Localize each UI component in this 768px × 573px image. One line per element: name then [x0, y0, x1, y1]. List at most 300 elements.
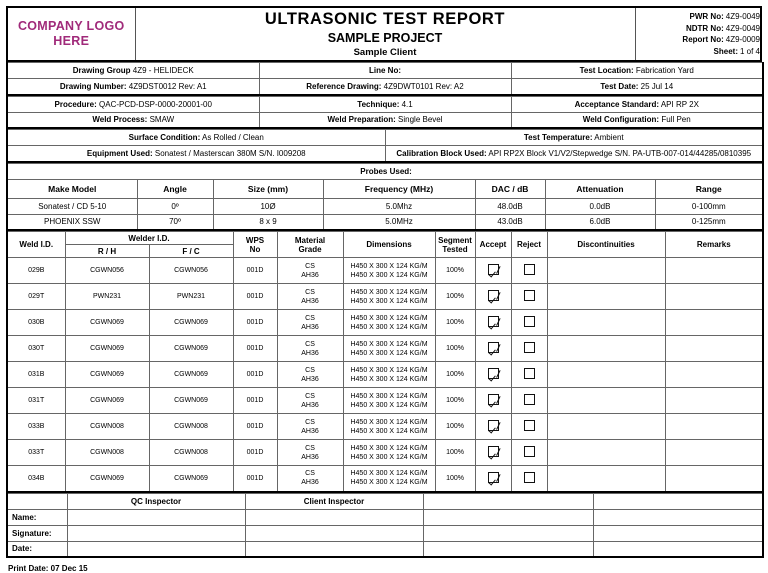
surface-condition-label: Surface Condition:	[128, 133, 201, 142]
welder-rh-cell: CGWN008	[65, 440, 149, 466]
material-grade-line1: CS	[305, 470, 315, 478]
remarks-cell	[665, 388, 763, 414]
probe-col-make-model: Make Model	[7, 179, 137, 198]
date-col4-field[interactable]	[593, 541, 763, 557]
dimensions-line2: H450 X 300 X 124 KG/M	[350, 297, 428, 305]
dimensions-cell	[343, 414, 435, 440]
material-grade-cell	[277, 414, 343, 440]
material-grade-cell	[277, 258, 343, 284]
reject-cell	[511, 440, 547, 466]
test-location-cell	[511, 63, 763, 79]
reject-checkbox[interactable]	[524, 342, 535, 353]
weld-id-cell: 034B	[7, 466, 65, 492]
material-grade-line1: CS	[305, 366, 315, 374]
dimensions-cell	[343, 388, 435, 414]
material-grade-line1: CS	[305, 418, 315, 426]
info-row-1	[7, 63, 763, 79]
discontinuities-cell	[547, 310, 665, 336]
dimensions-line2: H450 X 300 X 124 KG/M	[350, 323, 428, 331]
probe-dac: 43.0dB	[475, 214, 545, 230]
discontinuities-cell	[547, 336, 665, 362]
col-welder-fc: F / C	[149, 245, 233, 258]
probe-frequency: 5.0MHz	[323, 214, 475, 230]
segment-tested-cell: 100%	[435, 336, 475, 362]
col-material-grade	[277, 232, 343, 258]
drawing-group-cell	[7, 63, 259, 79]
weld-id-cell: 029T	[7, 284, 65, 310]
probes-header-row	[7, 179, 763, 198]
col-segment-tested	[435, 232, 475, 258]
dimensions-line2: H450 X 300 X 124 KG/M	[350, 453, 428, 461]
material-grade-line1: CS	[305, 444, 315, 452]
wps-no-cell: 001D	[233, 466, 277, 492]
reference-drawing-cell	[259, 79, 511, 95]
welder-rh-cell: CGWN069	[65, 362, 149, 388]
reject-checkbox[interactable]	[524, 290, 535, 301]
weld-id-cell: 031B	[7, 362, 65, 388]
dimensions-line1: H450 X 300 X 124 KG/M	[350, 366, 428, 374]
weld-id-cell: 030T	[7, 336, 65, 362]
job-info-section	[6, 62, 764, 96]
drawing-number-label: Drawing Number:	[59, 81, 127, 91]
info-row-4	[7, 112, 763, 128]
signature-col4-field[interactable]	[593, 525, 763, 541]
drawing-number-cell	[7, 79, 259, 95]
dimensions-cell	[343, 466, 435, 492]
welder-fc-cell: CGWN069	[149, 310, 233, 336]
segment-tested-cell: 100%	[435, 310, 475, 336]
dimensions-line2: H450 X 300 X 124 KG/M	[350, 401, 428, 409]
material-grade-cell	[277, 362, 343, 388]
dimensions-cell	[343, 362, 435, 388]
pwr-no-value: 4Z9-0049	[725, 12, 760, 21]
discontinuities-cell	[547, 414, 665, 440]
welder-fc-cell: CGWN069	[149, 336, 233, 362]
reject-cell	[511, 466, 547, 492]
weld-configuration-value: Full Pen	[661, 115, 691, 125]
reference-drawing-label: Reference Drawing:	[306, 81, 382, 91]
report-reference-numbers	[635, 7, 761, 61]
signoff-section	[6, 493, 764, 559]
segment-tested-cell: 100%	[435, 388, 475, 414]
name-label: Name:	[7, 509, 67, 525]
remarks-cell	[665, 440, 763, 466]
welder-fc-cell: PWN231	[149, 284, 233, 310]
info-row-3	[7, 96, 763, 112]
logo-line-2: HERE	[53, 34, 90, 48]
signoff-name-row	[7, 509, 763, 525]
table-row	[7, 466, 763, 492]
accept-checkbox[interactable]	[488, 446, 499, 457]
accept-checkbox[interactable]	[488, 394, 499, 405]
weld-process-value: SMAW	[149, 115, 175, 125]
weld-results-table	[6, 231, 764, 493]
project-name: SAMPLE PROJECT	[327, 31, 443, 45]
test-date-label: Test Date:	[600, 81, 639, 91]
material-grade-line2: AH36	[301, 453, 319, 461]
remarks-cell	[665, 310, 763, 336]
dimensions-line1: H450 X 300 X 124 KG/M	[350, 262, 428, 270]
material-grade-cell	[277, 388, 343, 414]
welder-rh-cell: CGWN069	[65, 466, 149, 492]
date-label: Date:	[7, 541, 67, 557]
accept-checkbox[interactable]	[488, 368, 499, 379]
name-qc-field[interactable]	[67, 509, 245, 525]
reject-checkbox[interactable]	[524, 264, 535, 275]
signature-label: Signature:	[7, 525, 67, 541]
welder-fc-cell: CGWN056	[149, 258, 233, 284]
report-no	[636, 34, 761, 46]
probe-col-size: Size (mm)	[213, 179, 323, 198]
col-discontinuities: Discontinuities	[547, 232, 665, 258]
probe-col-angle: Angle	[137, 179, 213, 198]
reject-checkbox[interactable]	[524, 446, 535, 457]
reject-cell	[511, 310, 547, 336]
remarks-cell	[665, 414, 763, 440]
probe-dac: 48.0dB	[475, 198, 545, 214]
conditions-info-section	[6, 129, 764, 163]
signature-qc-field[interactable]	[67, 525, 245, 541]
accept-checkbox[interactable]	[488, 472, 499, 483]
col-segment-tested-line1: Segment	[438, 235, 472, 245]
drawing-group-label: Drawing Group	[72, 66, 131, 75]
probe-col-dac: DAC / dB	[475, 179, 545, 198]
signoff-col4-header	[593, 493, 763, 509]
acceptance-standard-cell	[511, 96, 763, 112]
wps-no-cell: 001D	[233, 440, 277, 466]
probe-size: 10Ø	[213, 198, 323, 214]
accept-cell	[475, 414, 511, 440]
test-temperature-value: Ambient	[594, 133, 624, 142]
wps-no-cell: 001D	[233, 414, 277, 440]
probe-size: 8 x 9	[213, 214, 323, 230]
table-row	[7, 258, 763, 284]
test-temperature-label: Test Temperature:	[523, 133, 593, 142]
procedure-value: QAC-PCD-DSP-0000-20001-00	[99, 99, 212, 109]
weld-id-cell: 030B	[7, 310, 65, 336]
technique-value: 4.1	[401, 99, 413, 109]
dimensions-line2: H450 X 300 X 124 KG/M	[350, 427, 428, 435]
weld-process-label: Weld Process:	[92, 115, 148, 125]
calibration-block-cell	[385, 146, 763, 162]
test-date-cell	[511, 79, 763, 95]
material-grade-cell	[277, 310, 343, 336]
welder-fc-cell: CGWN069	[149, 466, 233, 492]
signature-client-field[interactable]	[245, 525, 423, 541]
col-material-grade-line2: Grade	[298, 244, 322, 254]
dimensions-line2: H450 X 300 X 124 KG/M	[350, 349, 428, 357]
client-name: Sample Client	[353, 47, 417, 58]
reject-checkbox[interactable]	[524, 420, 535, 431]
remarks-cell	[665, 284, 763, 310]
material-grade-line1: CS	[305, 314, 315, 322]
segment-tested-cell: 100%	[435, 414, 475, 440]
segment-tested-cell: 100%	[435, 466, 475, 492]
probe-range: 0-125mm	[655, 214, 763, 230]
procedure-info-section	[6, 96, 764, 130]
accept-checkbox[interactable]	[488, 342, 499, 353]
equipment-used-label: Equipment Used:	[86, 148, 153, 158]
col-dimensions: Dimensions	[343, 232, 435, 258]
welder-rh-cell: CGWN008	[65, 414, 149, 440]
sheet-label: Sheet:	[713, 46, 738, 56]
signoff-header-row	[7, 493, 763, 509]
report-header	[6, 6, 762, 62]
reject-checkbox[interactable]	[524, 368, 535, 379]
report-no-label: Report No:	[682, 35, 724, 44]
wps-no-cell: 001D	[233, 310, 277, 336]
accept-checkbox[interactable]	[488, 290, 499, 301]
remarks-cell	[665, 466, 763, 492]
col-welder-rh: R / H	[65, 245, 149, 258]
date-col3-field[interactable]	[423, 541, 593, 557]
table-row	[7, 284, 763, 310]
sheet-no	[636, 46, 761, 58]
dimensions-line2: H450 X 300 X 124 KG/M	[350, 479, 428, 487]
calibration-block-value: API RP2X Block V1/V2/Stepwedge S/N. PA-UTB-007-014/44285/0810395	[488, 148, 752, 158]
info-row-6	[7, 146, 763, 162]
welder-rh-cell: CGWN069	[65, 310, 149, 336]
table-row	[7, 336, 763, 362]
reject-cell	[511, 336, 547, 362]
signature-col3-field[interactable]	[423, 525, 593, 541]
accept-cell	[475, 258, 511, 284]
reject-cell	[511, 362, 547, 388]
probe-make-model: Sonatest / CD 5-10	[7, 198, 137, 214]
reject-cell	[511, 284, 547, 310]
line-no-label: Line No:	[369, 66, 401, 75]
discontinuities-cell	[547, 466, 665, 492]
dimensions-cell	[343, 310, 435, 336]
col-reject: Reject	[511, 232, 547, 258]
material-grade-cell	[277, 336, 343, 362]
discontinuities-cell	[547, 440, 665, 466]
accept-cell	[475, 466, 511, 492]
dimensions-line2: H450 X 300 X 124 KG/M	[350, 271, 428, 279]
material-grade-line2: AH36	[301, 479, 319, 487]
equipment-used-cell	[7, 146, 385, 162]
col-wps-no-line2: No	[249, 244, 261, 254]
remarks-cell	[665, 362, 763, 388]
col-welder-id: Welder I.D.	[65, 232, 233, 245]
material-grade-cell	[277, 466, 343, 492]
welder-rh-cell: CGWN069	[65, 336, 149, 362]
logo-line-1: COMPANY LOGO	[17, 19, 125, 33]
welder-fc-cell: CGWN069	[149, 362, 233, 388]
signoff-corner-cell	[7, 493, 67, 509]
segment-tested-cell: 100%	[435, 284, 475, 310]
name-col4-field[interactable]	[593, 509, 763, 525]
welder-fc-cell: CGWN069	[149, 388, 233, 414]
welder-rh-cell: CGWN056	[65, 258, 149, 284]
col-remarks: Remarks	[665, 232, 763, 258]
weld-table-header-row-1	[7, 232, 763, 245]
table-row	[7, 198, 763, 214]
sheet-value: 1 of 4	[739, 46, 760, 56]
discontinuities-cell	[547, 362, 665, 388]
weld-id-cell: 031T	[7, 388, 65, 414]
reject-checkbox[interactable]	[524, 472, 535, 483]
welder-rh-cell: CGWN069	[65, 388, 149, 414]
test-temperature-cell	[385, 130, 763, 146]
material-grade-cell	[277, 284, 343, 310]
pwr-no	[636, 11, 761, 23]
name-col3-field[interactable]	[423, 509, 593, 525]
accept-cell	[475, 284, 511, 310]
material-grade-line2: AH36	[301, 323, 319, 331]
test-date-value: 25 Jul 14	[640, 81, 674, 91]
material-grade-line2: AH36	[301, 401, 319, 409]
ndtr-no	[636, 23, 761, 35]
probe-range: 0-100mm	[655, 198, 763, 214]
accept-cell	[475, 336, 511, 362]
material-grade-line1: CS	[305, 288, 315, 296]
probe-make-model: PHOENIX SSW	[7, 214, 137, 230]
wps-no-cell: 001D	[233, 336, 277, 362]
date-client-field[interactable]	[245, 541, 423, 557]
report-title-block	[135, 7, 635, 61]
probe-attenuation: 6.0dB	[545, 214, 655, 230]
material-grade-cell	[277, 440, 343, 466]
surface-condition-cell	[7, 130, 385, 146]
remarks-cell	[665, 336, 763, 362]
client-inspector-header: Client Inspector	[245, 493, 423, 509]
reject-checkbox[interactable]	[524, 316, 535, 327]
table-row	[7, 214, 763, 230]
col-wps-no	[233, 232, 277, 258]
procedure-cell	[7, 96, 259, 112]
surface-condition-value: As Rolled / Clean	[202, 133, 264, 142]
company-logo	[7, 7, 135, 61]
qc-inspector-header: QC Inspector	[67, 493, 245, 509]
discontinuities-cell	[547, 258, 665, 284]
accept-checkbox[interactable]	[488, 316, 499, 327]
col-accept: Accept	[475, 232, 511, 258]
accept-checkbox[interactable]	[488, 264, 499, 275]
col-segment-tested-line2: Tested	[442, 244, 468, 254]
table-row	[7, 388, 763, 414]
reject-cell	[511, 258, 547, 284]
print-date: Print Date: 07 Dec 15	[8, 564, 88, 573]
material-grade-line2: AH36	[301, 427, 319, 435]
material-grade-line2: AH36	[301, 349, 319, 357]
weld-preparation-label: Weld Preparation:	[327, 115, 396, 125]
probe-angle: 70º	[137, 214, 213, 230]
segment-tested-cell: 100%	[435, 440, 475, 466]
accept-cell	[475, 388, 511, 414]
col-wps-no-line1: WPS	[245, 235, 265, 245]
col-weld-id: Weld I.D.	[7, 232, 65, 258]
table-row	[7, 362, 763, 388]
drawing-number-value: 4Z9DST0012 Rev: A1	[128, 81, 207, 91]
weld-id-cell: 029B	[7, 258, 65, 284]
wps-no-cell: 001D	[233, 284, 277, 310]
dimensions-cell	[343, 440, 435, 466]
name-client-field[interactable]	[245, 509, 423, 525]
material-grade-line1: CS	[305, 340, 315, 348]
wps-no-cell: 001D	[233, 362, 277, 388]
table-row	[7, 440, 763, 466]
technique-cell	[259, 96, 511, 112]
signoff-signature-row	[7, 525, 763, 541]
material-grade-line2: AH36	[301, 297, 319, 305]
ndtr-no-label: NDTR No:	[685, 23, 724, 33]
test-location-value: Fabrication Yard	[635, 66, 694, 75]
dimensions-line1: H450 X 300 X 124 KG/M	[350, 288, 428, 296]
signoff-col3-header	[423, 493, 593, 509]
dimensions-line1: H450 X 300 X 124 KG/M	[350, 418, 428, 426]
remarks-cell	[665, 258, 763, 284]
pwr-no-label: PWR No:	[689, 12, 724, 21]
page-title: ULTRASONIC TEST REPORT	[264, 10, 506, 28]
dimensions-cell	[343, 258, 435, 284]
dimensions-line1: H450 X 300 X 124 KG/M	[350, 340, 428, 348]
technique-label: Technique:	[357, 99, 400, 109]
dimensions-line2: H450 X 300 X 124 KG/M	[350, 375, 428, 383]
weld-configuration-cell	[511, 112, 763, 128]
weld-preparation-value: Single Bevel	[398, 115, 443, 125]
probes-section	[6, 163, 764, 232]
line-no-cell	[259, 63, 511, 79]
accept-checkbox[interactable]	[488, 420, 499, 431]
welder-fc-cell: CGWN008	[149, 414, 233, 440]
col-material-grade-line1: Material	[294, 235, 326, 245]
material-grade-line1: CS	[305, 262, 315, 270]
dimensions-cell	[343, 284, 435, 310]
probes-title-row	[7, 163, 763, 179]
weld-configuration-label: Weld Configuration:	[582, 115, 660, 125]
reject-checkbox[interactable]	[524, 394, 535, 405]
probes-used-title: Probes Used:	[7, 163, 763, 179]
probe-frequency: 5.0Mhz	[323, 198, 475, 214]
info-row-2	[7, 79, 763, 95]
table-row	[7, 414, 763, 440]
probe-angle: 0º	[137, 198, 213, 214]
probe-col-attenuation: Attenuation	[545, 179, 655, 198]
reject-cell	[511, 388, 547, 414]
calibration-block-label: Calibration Block Used:	[396, 148, 487, 158]
weld-id-cell: 033B	[7, 414, 65, 440]
dimensions-line1: H450 X 300 X 124 KG/M	[350, 470, 428, 478]
report-no-value: 4Z9-0009	[725, 35, 760, 44]
material-grade-line2: AH36	[301, 375, 319, 383]
wps-no-cell: 001D	[233, 388, 277, 414]
segment-tested-cell: 100%	[435, 362, 475, 388]
dimensions-line1: H450 X 300 X 124 KG/M	[350, 314, 428, 322]
table-row	[7, 310, 763, 336]
dimensions-line1: H450 X 300 X 124 KG/M	[350, 444, 428, 452]
reject-cell	[511, 414, 547, 440]
weld-process-cell	[7, 112, 259, 128]
date-qc-field[interactable]	[67, 541, 245, 557]
material-grade-line1: CS	[305, 392, 315, 400]
acceptance-standard-value: API RP 2X	[660, 99, 699, 109]
accept-cell	[475, 440, 511, 466]
ndtr-no-value: 4Z9-0049	[725, 23, 760, 33]
wps-no-cell: 001D	[233, 258, 277, 284]
accept-cell	[475, 310, 511, 336]
signoff-date-row	[7, 541, 763, 557]
discontinuities-cell	[547, 388, 665, 414]
drawing-group-value: 4Z9 - HELIDECK	[132, 66, 194, 75]
weld-id-cell: 033T	[7, 440, 65, 466]
equipment-used-value: Sonatest / Masterscan 380M S/N. I009208	[154, 148, 306, 158]
probe-col-range: Range	[655, 179, 763, 198]
material-grade-line2: AH36	[301, 271, 319, 279]
dimensions-line1: H450 X 300 X 124 KG/M	[350, 392, 428, 400]
dimensions-cell	[343, 336, 435, 362]
probe-col-frequency: Frequency (MHz)	[323, 179, 475, 198]
